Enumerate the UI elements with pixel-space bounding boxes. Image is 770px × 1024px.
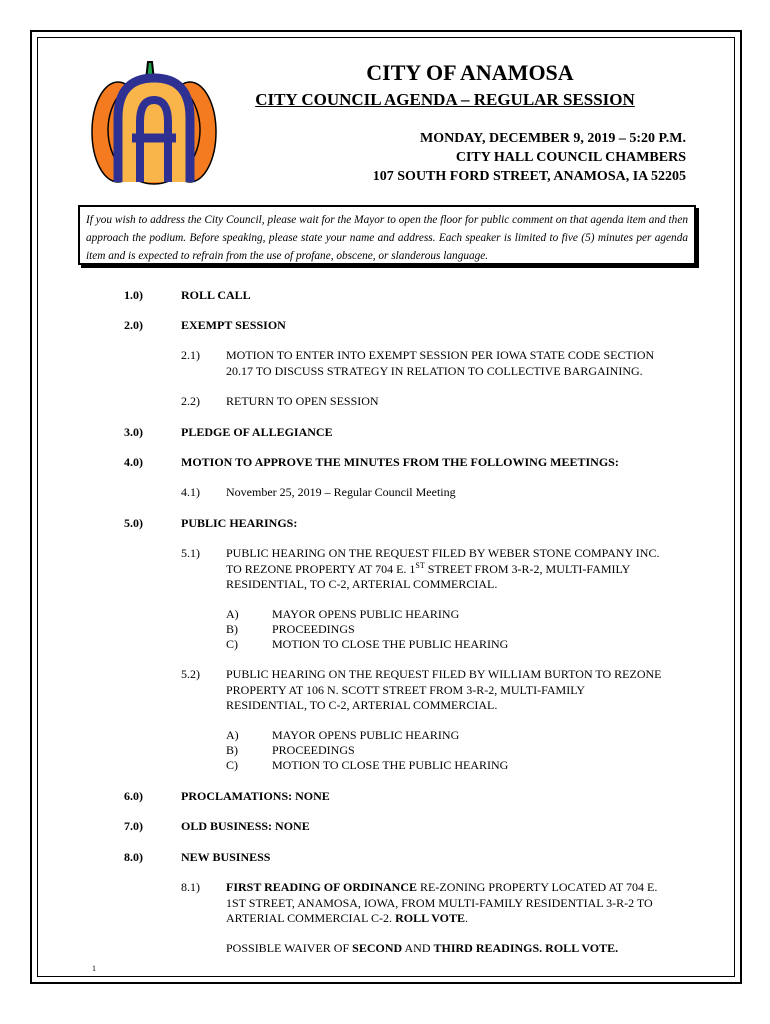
subitem-number: 5.2) <box>181 667 200 681</box>
item-number: 5.0) <box>124 516 143 530</box>
item-minutes: MOTION TO APPROVE THE MINUTES FROM THE FOLLOWING MEETINGS: <box>181 455 619 469</box>
pumpkin-a-logo-icon <box>88 58 220 188</box>
subitem-text: PROPERTY AT 106 N. SCOTT STREET FROM 3-R-2, MULTI-FAMILY <box>226 683 586 697</box>
subitem-number: 2.2) <box>181 394 200 408</box>
item-pledge: PLEDGE OF ALLEGIANCE <box>181 425 333 439</box>
subitem-number: 2.1) <box>181 348 200 362</box>
subitem-text: 1ST STREET, ANAMOSA, IOWA, FROM MULTI-FAMILY RESIDENTIAL 3-R-2 TO <box>226 896 653 910</box>
step-text: PROCEEDINGS <box>272 743 355 757</box>
meeting-location: CITY HALL COUNCIL CHAMBERS <box>455 150 686 165</box>
meeting-address: 107 SOUTH FORD STREET, ANAMOSA, IA 52205 <box>372 169 686 184</box>
step-letter: C) <box>226 758 238 772</box>
item-proclamations: PROCLAMATIONS: NONE <box>181 789 330 803</box>
step-text: MOTION TO CLOSE THE PUBLIC HEARING <box>272 758 509 772</box>
subitem-number: 8.1) <box>181 880 200 894</box>
item-number: 3.0) <box>124 425 143 439</box>
step-text: MAYOR OPENS PUBLIC HEARING <box>272 607 460 621</box>
subitem-text: RETURN TO OPEN SESSION <box>226 394 379 408</box>
item-number: 6.0) <box>124 789 143 803</box>
subitem-number: 5.1) <box>181 546 200 560</box>
item-public-hearings: PUBLIC HEARINGS: <box>181 516 298 530</box>
page-number: 1 <box>92 964 96 973</box>
step-letter: A) <box>226 607 239 621</box>
step-text: MOTION TO CLOSE THE PUBLIC HEARING <box>272 637 509 651</box>
item-number: 4.0) <box>124 455 143 469</box>
step-letter: A) <box>226 728 239 742</box>
subitem-text: MOTION TO ENTER INTO EXEMPT SESSION PER IOWA STATE CODE SECTION <box>226 348 655 362</box>
item-number: 2.0) <box>124 318 143 332</box>
item-number: 1.0) <box>124 288 143 302</box>
step-letter: B) <box>226 743 238 757</box>
step-letter: C) <box>226 637 238 651</box>
item-roll-call: ROLL CALL <box>181 288 251 302</box>
city-name-title: CITY OF ANAMOSA <box>366 60 574 85</box>
subitem-text: ARTERIAL COMMERCIAL C-2. ROLL VOTE. <box>226 911 468 925</box>
step-text: PROCEEDINGS <box>272 622 355 636</box>
subitem-text: FIRST READING OF ORDINANCE RE-ZONING PROPERTY LOCATED AT 704 E. <box>226 880 658 894</box>
subitem-text: POSSIBLE WAIVER OF SECOND AND THIRD READINGS. ROLL VOTE. <box>226 941 619 955</box>
step-text: MAYOR OPENS PUBLIC HEARING <box>272 728 460 742</box>
subitem-text: 20.17 TO DISCUSS STRATEGY IN RELATION TO COLLECTIVE BARGAINING. <box>226 364 643 378</box>
step-letter: B) <box>226 622 238 636</box>
public-comment-notice: If you wish to address the City Council, please wait for the Mayor to open the floor for public comment on that agenda item and then approach the podium. Before speaking, please state your name and address. Each speaker is limited to five (5) minutes per agenda item and is expected to refrain from the use of profane, obscene, or slanderous language. <box>78 205 696 265</box>
subitem-text: RESIDENTIAL, TO C-2, ARTERIAL COMMERCIAL. <box>226 698 498 712</box>
item-new-business: NEW BUSINESS <box>181 850 271 864</box>
item-number: 7.0) <box>124 819 143 833</box>
subitem-text: PUBLIC HEARING ON THE REQUEST FILED BY WEBER STONE COMPANY INC. <box>226 546 660 560</box>
subitem-text: PUBLIC HEARING ON THE REQUEST FILED BY WILLIAM BURTON TO REZONE <box>226 667 662 681</box>
agenda-title: CITY COUNCIL AGENDA – REGULAR SESSION <box>255 90 635 109</box>
subitem-text: November 25, 2019 – Regular Council Meeting <box>226 485 456 499</box>
subitem-text: RESIDENTIAL, TO C-2, ARTERIAL COMMERCIAL. <box>226 577 498 591</box>
item-number: 8.0) <box>124 850 143 864</box>
item-old-business: OLD BUSINESS: NONE <box>181 819 310 833</box>
meeting-date: MONDAY, DECEMBER 9, 2019 – 5:20 P.M. <box>419 131 686 146</box>
subitem-number: 4.1) <box>181 485 200 499</box>
subitem-text: TO REZONE PROPERTY AT 704 E. 1ST STREET FROM 3-R-2, MULTI-FAMILY <box>226 561 631 576</box>
item-exempt-session: EXEMPT SESSION <box>181 318 286 332</box>
